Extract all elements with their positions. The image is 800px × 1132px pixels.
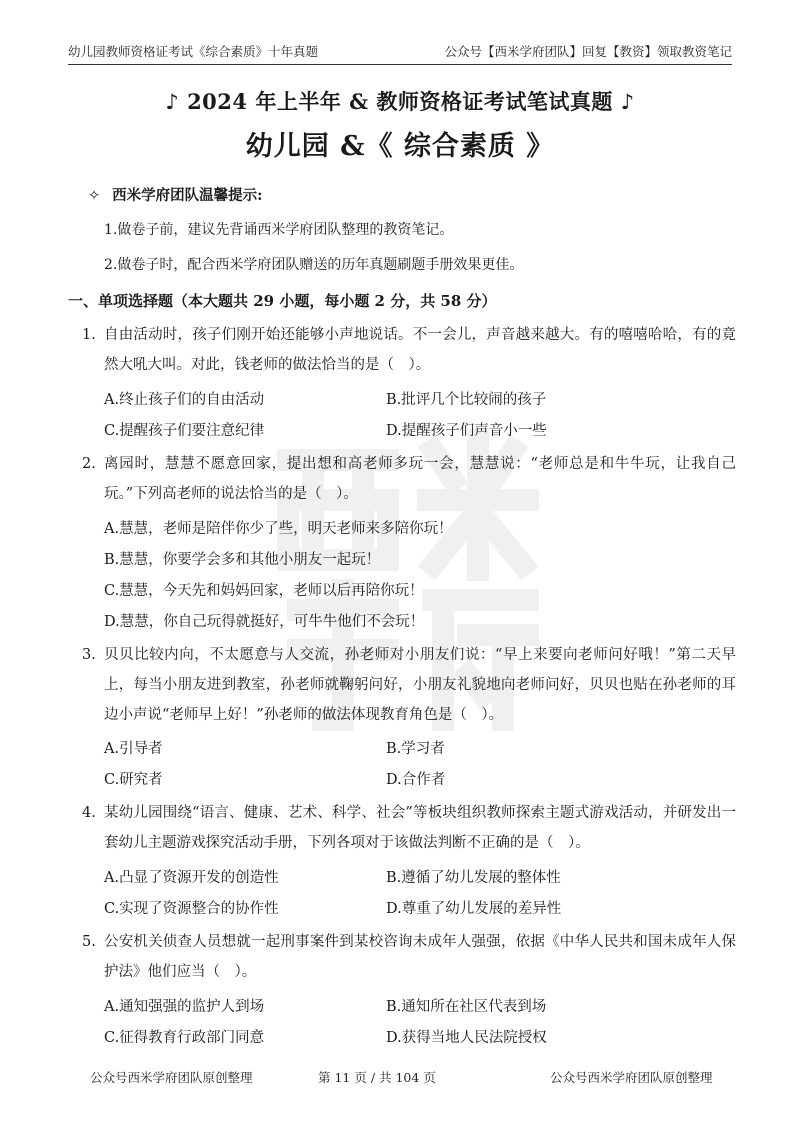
option-c[interactable]: C.实现了资源整合的协作性: [104, 901, 279, 917]
option-b[interactable]: B.通知所在社区代表到场: [386, 999, 547, 1015]
exam-subtitle: 幼儿园 &《 综合素质 》: [245, 131, 555, 162]
question-number: 1.: [82, 327, 96, 343]
question-number: 5.: [82, 934, 96, 950]
option-b[interactable]: B.学习者: [386, 741, 445, 757]
option-c[interactable]: C.提醒孩子们要注意纪律: [104, 423, 265, 439]
option-a[interactable]: A.终止孩子们的自由活动: [104, 392, 265, 408]
option-d[interactable]: D.尊重了幼儿发展的差异性: [386, 901, 562, 917]
question-2: [82, 449, 736, 509]
option-d[interactable]: D.慧慧，你自己玩得就挺好，可牛牛他们不会玩！: [104, 614, 425, 630]
question-3: [82, 640, 736, 730]
header-left-text: 幼儿园教师资格证考试《综合素质》十年真题: [68, 44, 319, 59]
question-stem: 离园时，慧慧不愿意回家，提出想和高老师多玩一会，慧慧说：“老师总是和牛牛玩，让我自己玩。”下列高老师的说法恰当的是（ ）。: [104, 456, 736, 502]
sparkle-icon: ✧: [88, 188, 101, 204]
option-b[interactable]: B.慧慧，你要学会多和其他小朋友一起玩！: [104, 552, 381, 568]
exam-title: ♪ 2024 年上半年 & 教师资格证考试笔试真题 ♪: [165, 89, 635, 114]
question-4: [82, 798, 736, 858]
option-c[interactable]: C.慧慧，今天先和妈妈回家，老师以后再陪你玩！: [104, 583, 424, 599]
header-right-text: 公众号【西米学府团队】回复【教资】领取教资笔记: [444, 44, 732, 59]
option-c[interactable]: C.研究者: [104, 772, 163, 788]
footer-left-text: 公众号西米学府团队原创整理: [90, 1070, 253, 1085]
option-d[interactable]: D.提醒孩子们声音小一些: [386, 423, 547, 439]
question-stem: 某幼儿园围绕“语言、健康、艺术、科学、社会”等板块组织教师探索主题式游戏活动，并研发出一套幼儿主题游戏探究活动手册，下列各项对于该做法判断不正确的是（ ）。: [104, 805, 736, 851]
option-c[interactable]: C.征得教育行政部门同意: [104, 1030, 265, 1046]
option-a[interactable]: A.引导者: [104, 741, 163, 757]
option-b[interactable]: B.批评几个比较闹的孩子: [386, 392, 547, 408]
tip-item-1: 1.做卷子前，建议先背诵西米学府团队整理的教资笔记。: [104, 222, 454, 238]
section-heading: 一、单项选择题（本大题共 29 小题，每小题 2 分，共 58 分）: [68, 292, 497, 310]
tips-heading: [88, 184, 263, 205]
tips-heading-text: 西米学府团队温馨提示:: [112, 187, 263, 204]
option-d[interactable]: D.获得当地人民法院授权: [386, 1030, 547, 1046]
tip-item-2: 2.做卷子时，配合西米学府团队赠送的历年真题刷题手册效果更佳。: [104, 257, 524, 273]
question-number: 3.: [82, 647, 96, 663]
question-number: 2.: [82, 456, 96, 472]
question-stem: 公安机关侦查人员想就一起刑事案件到某校咨询未成年人强强，依据《中华人民共和国未成年人保护法》他们应当（ ）。: [104, 934, 736, 980]
page-number: 第 11 页 / 共 104 页: [318, 1070, 436, 1085]
option-a[interactable]: A.凸显了资源开发的创造性: [104, 870, 279, 886]
option-d[interactable]: D.合作者: [386, 772, 446, 788]
question-number: 4.: [82, 805, 96, 821]
option-a[interactable]: A.通知强强的监护人到场: [104, 999, 265, 1015]
footer-right-text: 公众号西米学府团队原创整理: [550, 1070, 713, 1085]
question-stem: 贝贝比较内向，不太愿意与人交流，孙老师对小朋友们说：“早上来要向老师问好哦！”第二天早上，每当小朋友进到教室，孙老师就鞠躬问好，小朋友礼貌地向老师问好，贝贝也贴在孙老师的耳边小声说“老师早上好！”孙老师的做法体现教育角色是（ ）。: [104, 647, 736, 723]
question-5: [82, 927, 736, 987]
question-stem: 自由活动时，孩子们刚开始还能够小声地说话。不一会儿，声音越来越大。有的嘻嘻哈哈，有的竟然大吼大叫。对此，钱老师的做法恰当的是（ ）。: [104, 327, 736, 373]
option-b[interactable]: B.遵循了幼儿发展的整体性: [386, 870, 561, 886]
page-header: [68, 42, 732, 65]
option-a[interactable]: A.慧慧，老师是陪伴你少了些，明天老师来多陪你玩！: [104, 521, 453, 537]
question-1: [82, 320, 736, 380]
